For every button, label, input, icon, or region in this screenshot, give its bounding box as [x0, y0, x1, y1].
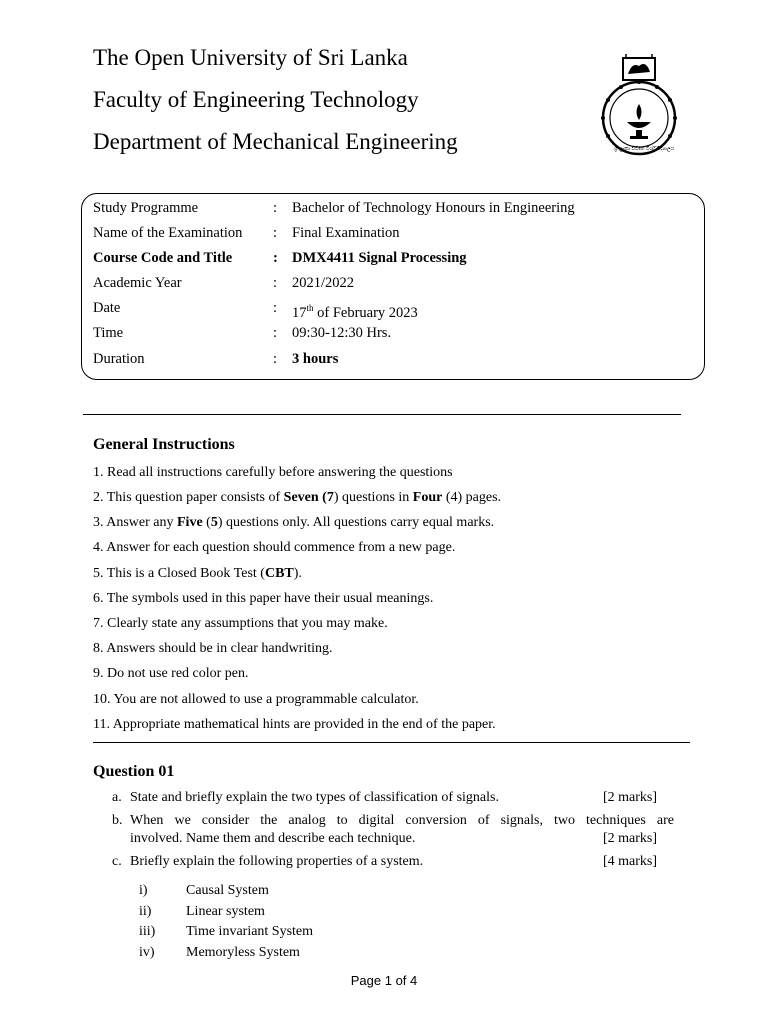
info-row-exam-name	[93, 224, 653, 242]
info-colon: :	[273, 225, 278, 241]
info-value: 3 hours	[292, 351, 339, 367]
faculty-name: Faculty of Engineering Technology	[93, 87, 419, 112]
info-colon: :	[273, 275, 278, 291]
instruction-item	[93, 489, 501, 507]
instruction-bold: Seven (7	[283, 490, 334, 505]
university-crest-logo	[596, 52, 682, 162]
sub-item-number: i)	[139, 883, 148, 898]
crest-motto: ශ්‍රී ලංකා විවෘත විශ්වවිද්‍යාලය	[614, 146, 675, 152]
info-value: Final Examination	[292, 225, 400, 241]
question-01-title: Question 01	[93, 763, 175, 780]
instruction-text: ) questions only. All questions carry equal marks.	[217, 515, 495, 530]
info-value	[292, 299, 418, 322]
instruction-item: 1. Read all instructions carefully before answering the questions	[93, 465, 453, 480]
info-value: 09:30-12:30 Hrs.	[292, 325, 392, 341]
date-day: 17	[292, 304, 307, 321]
sub-item-text: Linear system	[186, 904, 265, 919]
general-instructions-title: General Instructions	[93, 436, 235, 453]
instruction-item	[93, 565, 302, 583]
question-letter: b.	[112, 813, 123, 828]
sub-item-number: iv)	[139, 945, 155, 960]
question-letter: c.	[112, 854, 122, 869]
info-colon: :	[273, 351, 278, 367]
page-number: Page 1 of 4	[350, 973, 418, 988]
instruction-item: 11. Appropriate mathematical hints are provided in the end of the paper.	[93, 717, 496, 732]
instruction-bold: Four	[412, 490, 443, 505]
instruction-text: ) questions in	[333, 490, 413, 505]
university-name: The Open University of Sri Lanka	[93, 45, 408, 70]
info-value: DMX4411 Signal Processing	[292, 250, 467, 266]
instruction-text: (4) pages.	[442, 490, 502, 505]
sub-item-text: Memoryless System	[186, 945, 300, 960]
instruction-text: 5. This is a Closed Book Test (	[93, 566, 265, 581]
question-c-marks: [4 marks]	[603, 854, 658, 869]
info-row-date	[93, 299, 653, 321]
instruction-text: 2. This question paper consists of	[93, 490, 284, 505]
info-row-course-code	[93, 249, 653, 267]
date-suffix: th	[306, 303, 314, 313]
sub-item-number: iii)	[139, 924, 156, 939]
instruction-item: 10. You are not allowed to use a programmable calculator.	[93, 692, 419, 707]
question-c-text: Briefly explain the following properties of a system.	[130, 854, 424, 869]
info-colon: :	[273, 250, 278, 266]
info-label: Study Programme	[93, 200, 199, 216]
info-label: Date	[93, 300, 121, 316]
instruction-bold: CBT	[264, 566, 294, 581]
date-rest: of February 2023	[313, 304, 418, 321]
instruction-bold: 5	[210, 515, 218, 530]
sub-item-text: Time invariant System	[186, 924, 314, 939]
info-value: Bachelor of Technology Honours in Engineering	[292, 200, 575, 216]
info-colon: :	[273, 300, 278, 316]
info-value: 2021/2022	[292, 275, 355, 291]
instruction-item: 9. Do not use red color pen.	[93, 666, 249, 681]
info-label: Academic Year	[93, 275, 182, 291]
sub-item-number: ii)	[139, 904, 152, 919]
instruction-item	[93, 514, 494, 532]
info-label: Time	[93, 325, 124, 341]
department-name: Department of Mechanical Engineering	[93, 129, 458, 154]
info-label: Name of the Examination	[93, 225, 243, 241]
info-colon: :	[273, 200, 278, 216]
question-b-text-line1: When we consider the analog to digital conversion of signals, two techniques are	[130, 813, 674, 828]
question-a-text: State and briefly explain the two types of classification of signals.	[130, 790, 499, 805]
info-label: Course Code and Title	[93, 250, 233, 266]
instruction-item: 7. Clearly state any assumptions that you may make.	[93, 616, 388, 631]
sub-item-text: Causal System	[186, 883, 269, 898]
instruction-item: 8. Answers should be in clear handwriting.	[93, 641, 333, 656]
question-b-text-line2: involved. Name them and describe each technique.	[130, 831, 416, 846]
info-row-academic-year	[93, 274, 653, 292]
divider-line	[83, 414, 681, 415]
instruction-item: 4. Answer for each question should commence from a new page.	[93, 540, 456, 555]
info-colon: :	[273, 325, 278, 341]
question-b-marks: [2 marks]	[603, 831, 658, 846]
instruction-text: 3. Answer any	[93, 515, 177, 530]
info-row-time	[93, 324, 653, 342]
instruction-text: ).	[293, 566, 302, 581]
info-row-duration	[93, 350, 653, 368]
divider-line	[93, 742, 690, 743]
question-letter: a.	[112, 790, 122, 805]
info-row-study-programme	[93, 199, 653, 217]
question-a-marks: [2 marks]	[603, 790, 658, 805]
instruction-text: (	[202, 515, 211, 530]
instruction-bold: Five	[177, 515, 203, 530]
info-label: Duration	[93, 351, 145, 367]
instruction-item: 6. The symbols used in this paper have their usual meanings.	[93, 591, 434, 606]
